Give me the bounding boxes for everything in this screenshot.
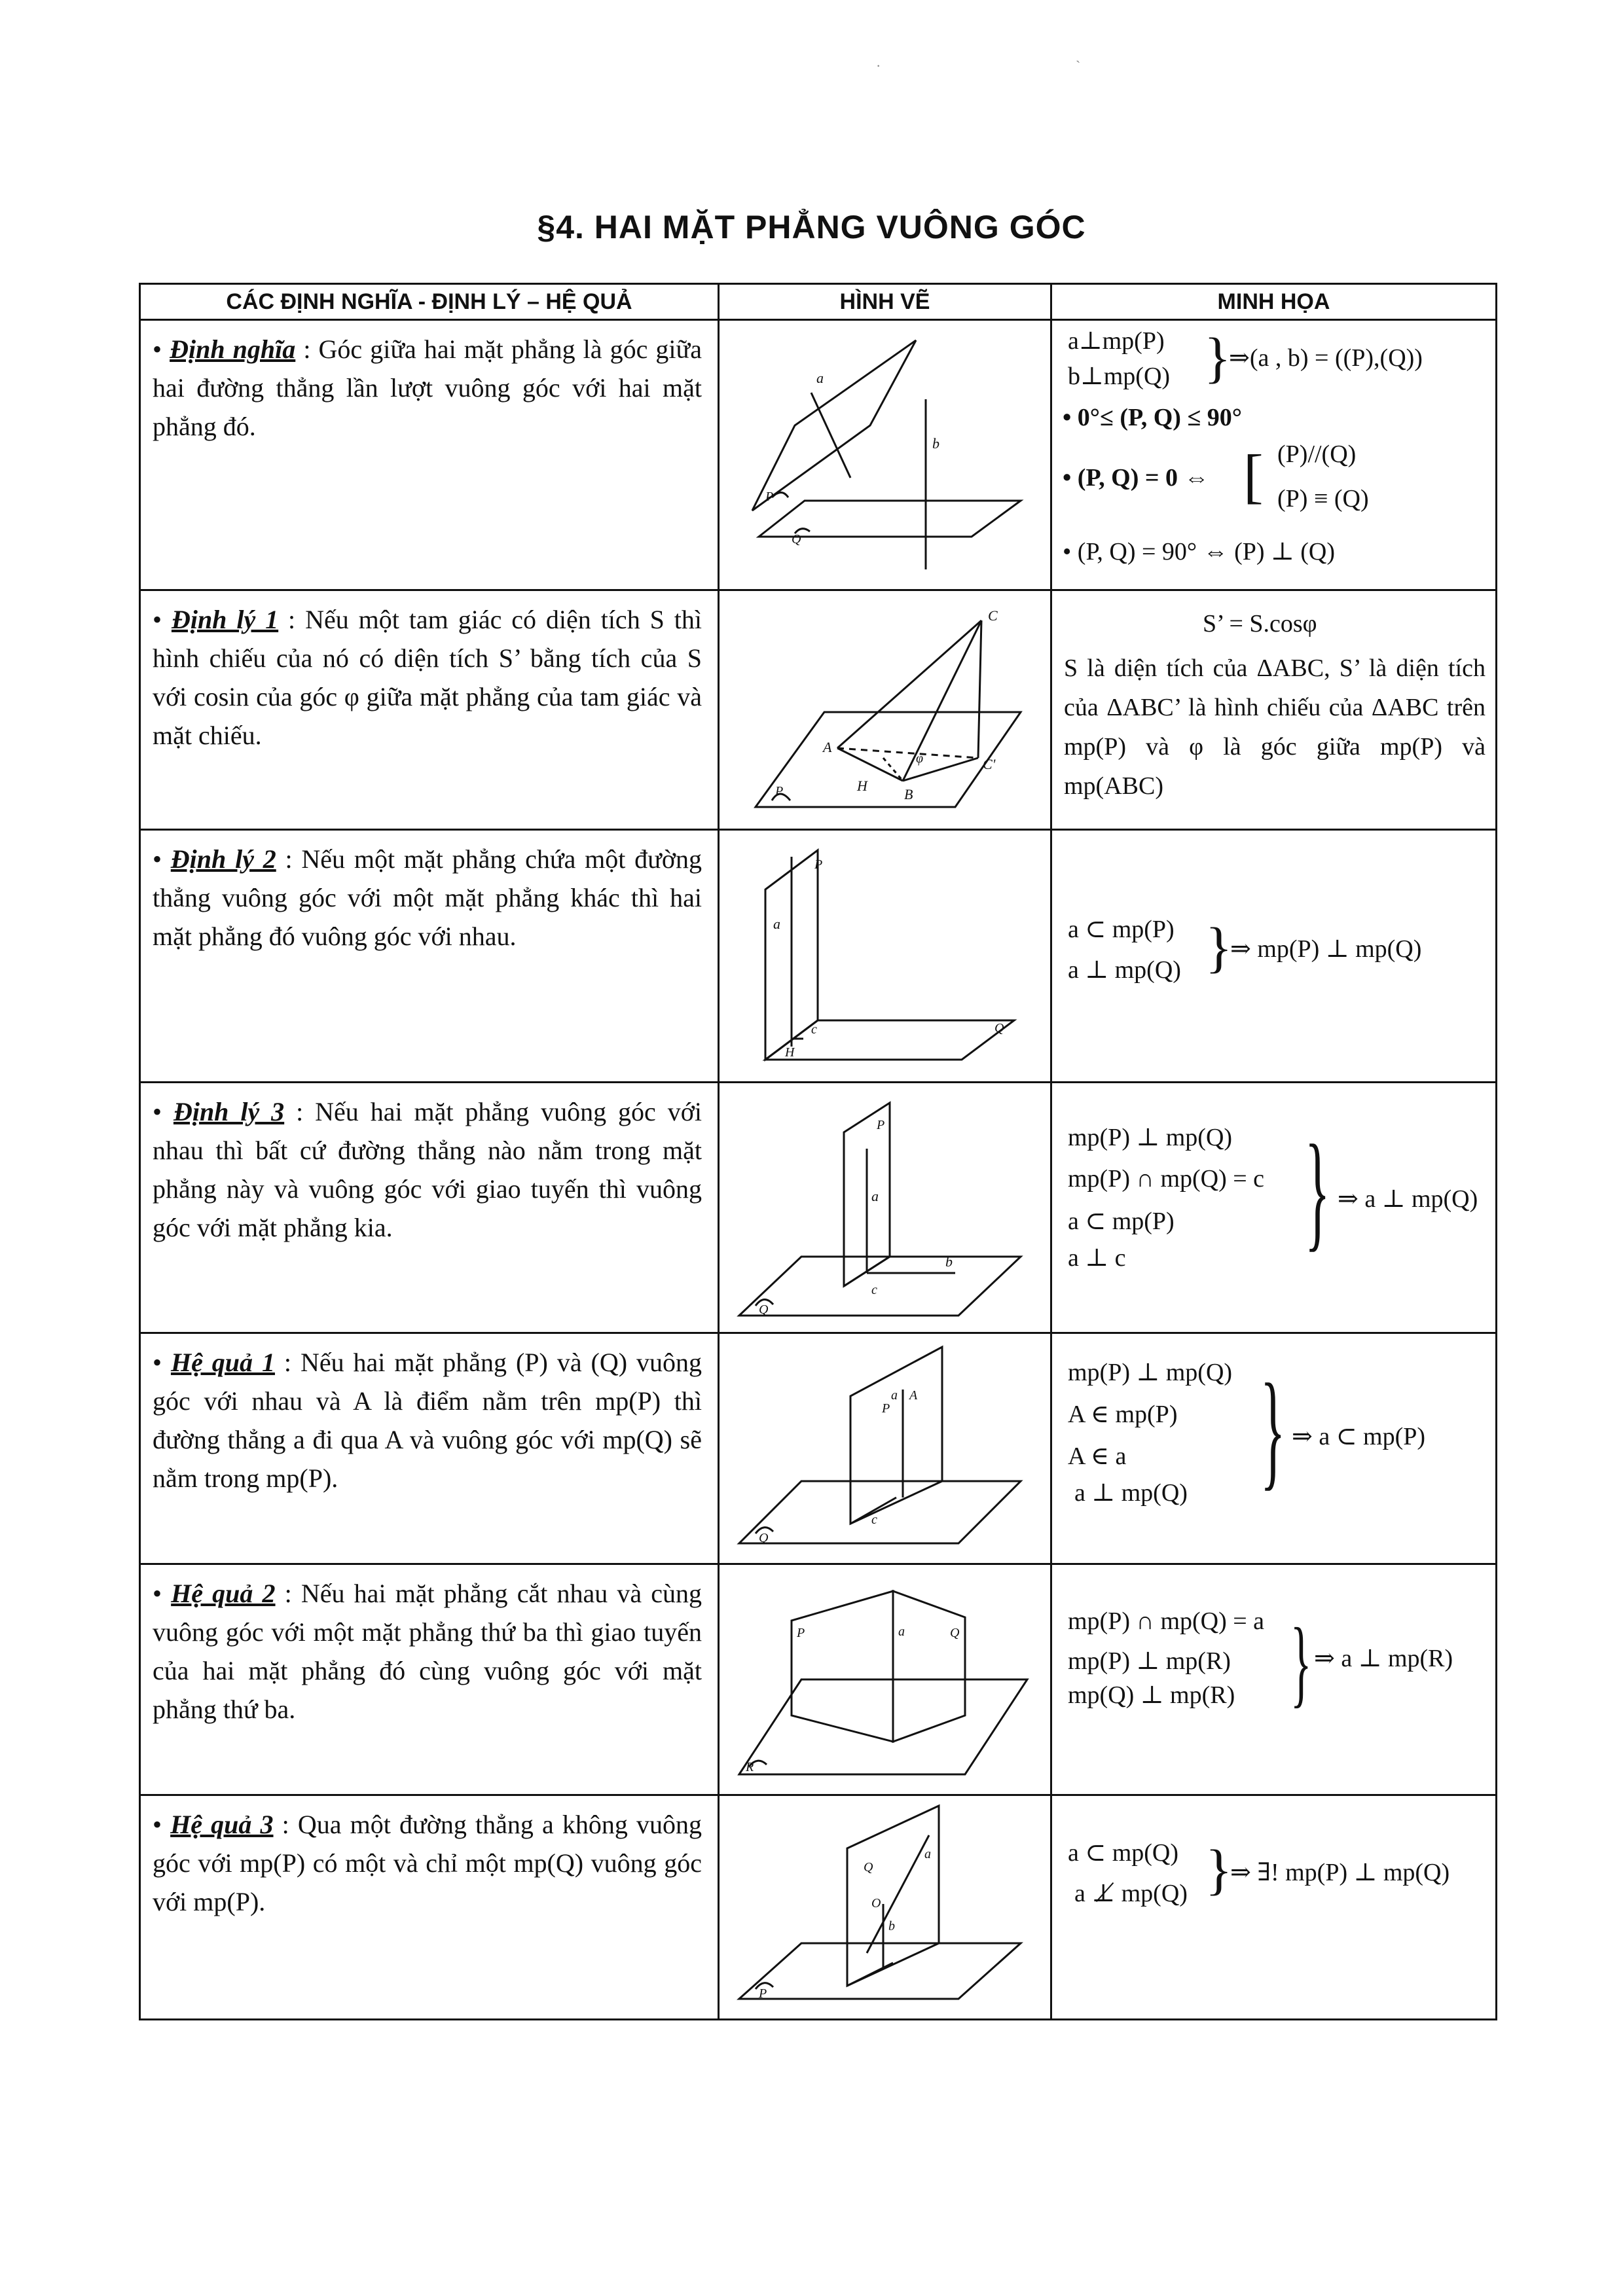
row-label: Hệ quả 1 [170, 1348, 275, 1377]
brace-icon: } [1305, 1119, 1330, 1263]
line-a-shape [811, 393, 850, 478]
illus-line: (P)//(Q) [1277, 440, 1357, 468]
fig-label: R [746, 1760, 754, 1774]
plane-p-shape [850, 1347, 942, 1524]
fig-label: b [888, 1919, 895, 1933]
figure-cell [719, 1083, 1051, 1333]
fig-label: A [823, 739, 832, 755]
table-row-theorem-2 [140, 830, 1497, 1083]
fig-label: c [811, 1022, 817, 1037]
line-a-shape [867, 1835, 929, 1953]
figure-theorem-3 [720, 1083, 1052, 1329]
plane-q-shape [847, 1806, 939, 1986]
bracket-icon: [ [1243, 442, 1264, 509]
fig-label: Q [792, 532, 801, 547]
fig-label: H [857, 778, 867, 794]
figure-corollary-1 [720, 1334, 1052, 1560]
row-label: Hệ quả 2 [171, 1579, 276, 1608]
row-text: : Qua một đường thẳng a không vuông góc với mp(P) có một và chỉ một mp(Q) vuông góc với mp(P). [153, 1810, 702, 1916]
illustration-cell [1051, 1795, 1497, 2020]
row-text: : Nếu một mặt phẳng chứa một đường thẳng vuông góc với một mặt phẳng khác thì hai mặt phẳng đó vuông góc với nhau. [153, 844, 702, 951]
figure-cell [719, 1795, 1051, 2020]
fig-label: φ [916, 751, 924, 766]
fig-label: P [877, 1118, 885, 1132]
illustration-cell [1051, 830, 1497, 1083]
fig-label: A [909, 1388, 918, 1403]
illus-line: a⊥mp(P) [1068, 327, 1165, 355]
fig-label: C' [983, 756, 996, 772]
edge-shape [903, 758, 978, 781]
fig-label: a [924, 1847, 931, 1861]
header-definitions: CÁC ĐỊNH NGHĨA - ĐỊNH LÝ – HỆ QUẢ [140, 284, 719, 320]
figure-cell [719, 830, 1051, 1083]
plane-p-shape [792, 1591, 893, 1742]
definition-cell: • Định lý 2 : Nếu một mặt phẳng chứa một đường thẳng vuông góc với một mặt phẳng khác thì hai mặt phẳng đó vuông góc với nhau. [140, 830, 719, 1083]
table-row-definition [140, 320, 1497, 590]
illustration-cell [1051, 590, 1497, 830]
page-title: §4. HAI MẶT PHẲNG VUÔNG GÓC [537, 209, 1086, 245]
header-figure: HÌNH VẼ [719, 284, 1051, 320]
illus-line: ⇒(a , b) = ((P),(Q)) [1229, 344, 1423, 372]
plane-q-shape [765, 1020, 1014, 1060]
table-row-corollary-1 [140, 1333, 1497, 1564]
definition-cell: • Định nghĩa : Góc giữa hai mặt phẳng là góc giữa hai đường thẳng lần lượt vuông góc với hai mặt phẳng đó. [140, 320, 719, 590]
header-illustration: MINH HỌA [1051, 284, 1497, 320]
row-text: : Góc giữa hai mặt phẳng là góc giữa hai đường thẳng lần lượt vuông góc với hai mặt phẳng đó. [153, 334, 702, 441]
fig-label: H [785, 1045, 795, 1060]
fig-label: a [773, 916, 780, 932]
plane-p-shape [756, 712, 1021, 807]
brace-icon: } [1205, 916, 1233, 978]
illus-line: mp(P) ⊥ mp(Q) [1068, 1124, 1233, 1151]
edge-shape [883, 758, 903, 781]
figure-cell [719, 320, 1051, 590]
row-text: : Nếu hai mặt phẳng cắt nhau và cùng vuông góc với một mặt phẳng thứ ba thì giao tuyến của hai mặt phẳng đó cùng vuông góc với mặt phẳng thứ ba. [153, 1579, 702, 1724]
illus-line: ⇒ mp(P) ⊥ mp(Q) [1230, 935, 1422, 963]
edge-shape [837, 748, 903, 781]
illus-line: • 0°≤ (P, Q) ≤ 90° [1063, 404, 1242, 431]
definition-cell: • Hệ quả 1 : Nếu hai mặt phẳng (P) và (Q) vuông góc với nhau và A là điểm nằm trên mp(P) thì đường thẳng a đi qua A và vuông góc với mp(Q) sẽ nằm trong mp(P). [140, 1333, 719, 1564]
fig-label: a [871, 1188, 879, 1204]
fig-label: O [871, 1896, 881, 1910]
fig-label: c [871, 1513, 877, 1527]
fig-label: a [891, 1388, 898, 1403]
fig-label: b [932, 435, 939, 452]
table-row-corollary-2 [140, 1564, 1497, 1795]
fig-label: Q [759, 1531, 769, 1545]
fig-label: a [816, 370, 824, 386]
figure-theorem-2 [720, 831, 1052, 1078]
illus-line: mp(P) ⊥ mp(R) [1068, 1647, 1231, 1675]
table-row-theorem-3 [140, 1083, 1497, 1333]
illus-line: ⇒ a ⊥ mp(Q) [1338, 1185, 1478, 1213]
plane-r-shape [739, 1679, 1027, 1774]
fig-label: Q [950, 1626, 960, 1640]
fig-label: C [988, 607, 998, 624]
definition-cell: • Hệ quả 2 : Nếu hai mặt phẳng cắt nhau và cùng vuông góc với một mặt phẳng thứ ba thì giao tuyến của hai mặt phẳng đó cùng vuông góc với mặt phẳng thứ ba. [140, 1564, 719, 1795]
fig-label: P [759, 1986, 767, 2001]
illus-line: (P) ≡ (Q) [1277, 485, 1369, 512]
definition-cell: • Hệ quả 3 : Qua một đường thẳng a không vuông góc với mp(P) có một và chỉ một mp(Q) vuông góc với mp(P). [140, 1795, 719, 2020]
plane-q-shape [739, 1257, 1021, 1316]
illus-line: ⇒ ∃! mp(P) ⊥ mp(Q) [1230, 1859, 1450, 1886]
illus-formula: S’ = S.cosφ [1203, 610, 1317, 637]
illus-line: ⇒ a ⊂ mp(P) [1292, 1423, 1426, 1450]
table-row-theorem-1 [140, 590, 1497, 830]
fig-label: b [945, 1253, 953, 1270]
row-text: : Nếu một tam giác có diện tích S thì hình chiếu của nó có diện tích S’ bằng tích của S với cosin của góc φ giữa mặt phẳng của tam giác và mặt chiếu. [153, 605, 702, 750]
angle-arc [772, 493, 788, 498]
illus-line: a ⊂ mp(P) [1068, 1208, 1175, 1235]
row-text: : Nếu hai mặt phẳng (P) và (Q) vuông góc với nhau và A là điểm nằm trên mp(P) thì đường thẳng a đi qua A và vuông góc với mp(Q) sẽ nằm trong mp(P). [153, 1348, 702, 1493]
illus-line: mp(P) ⊥ mp(Q) [1068, 1359, 1233, 1386]
fig-label: P [797, 1626, 805, 1640]
brace-icon: } [1260, 1357, 1286, 1502]
illus-paragraph: S là diện tích của ΔABC, S’ là diện tích của ΔABC’ là hình chiếu của ΔABC trên mp(P) và φ là góc giữa mp(P) và mp(ABC) [1064, 655, 1486, 800]
illus-line: A ∈ mp(P) [1068, 1401, 1178, 1428]
table-row-corollary-3 [140, 1795, 1497, 2020]
row-label: Hệ quả 3 [170, 1810, 274, 1839]
definition-cell: • Định lý 1 : Nếu một tam giác có diện tích S thì hình chiếu của nó có diện tích S’ bằng tích của S với cosin của góc φ giữa mặt phẳng của tam giác và mặt chiếu. [140, 590, 719, 830]
illus-line: a ⊂ mp(P) [1068, 916, 1175, 943]
row-label: Định lý 2 [170, 844, 276, 874]
figure-corollary-2 [720, 1565, 1052, 1791]
figure-definition [720, 321, 1052, 586]
illus-line: A ∈ a [1068, 1443, 1127, 1470]
illus-line: a ⊥ c [1068, 1244, 1126, 1272]
theorem-table [139, 283, 1497, 2020]
illus-line: mp(P) ∩ mp(Q) = c [1068, 1165, 1265, 1193]
illus-line: mp(Q) ⊥ mp(R) [1068, 1681, 1235, 1709]
brace-icon: } [1204, 326, 1231, 389]
fig-label: P [814, 857, 823, 872]
illus-line: ⇒ a ⊥ mp(R) [1314, 1645, 1453, 1672]
fig-label: P [765, 490, 774, 504]
row-text: : Nếu hai mặt phẳng vuông góc với nhau thì bất cứ đường thẳng nào nằm trong mặt phẳng này và vuông góc với giao tuyến thì vuông góc với mặt phẳng kia. [153, 1097, 702, 1242]
fig-label: Q [759, 1302, 769, 1317]
figure-cell [719, 1564, 1051, 1795]
illus-line: mp(P) ∩ mp(Q) = a [1068, 1607, 1265, 1635]
illustration-cell [1051, 1333, 1497, 1564]
illus-line: • (P, Q) = 0 ⇔ [1063, 464, 1209, 492]
scan-speck: ` [1076, 58, 1081, 74]
definition-cell: • Định lý 3 : Nếu hai mặt phẳng vuông góc với nhau thì bất cứ đường thẳng nào nằm trong mặt phẳng này và vuông góc với giao tuyến thì vuông góc với mặt phẳng kia. [140, 1083, 719, 1333]
row-label: Định lý 1 [171, 605, 279, 634]
figure-cell [719, 590, 1051, 830]
plane-q-shape [739, 1481, 1021, 1543]
illustration-cell [1051, 320, 1497, 590]
edge-shape [837, 748, 978, 758]
illus-line: b⊥mp(Q) [1068, 363, 1171, 390]
illus-line: • (P, Q) = 90° ⇔ (P) ⊥ (Q) [1063, 538, 1336, 565]
row-label: Định nghĩa [170, 334, 296, 364]
fig-label: c [871, 1283, 877, 1297]
illustration-cell [1051, 1564, 1497, 1795]
plane-q-shape [893, 1591, 965, 1742]
edge-shape [978, 620, 981, 758]
row-label: Định lý 3 [173, 1097, 285, 1126]
table-header-row [140, 284, 1497, 320]
intersection-line [847, 1963, 893, 1986]
illus-line: a ⊥ mp(Q) [1074, 1479, 1188, 1507]
illus-line: a ⊂ mp(Q) [1068, 1839, 1179, 1867]
illus-line: a ⊥ mp(Q) [1068, 956, 1181, 984]
plane-p-shape [752, 340, 916, 511]
illustration-cell [1051, 1083, 1497, 1333]
fig-label: B [904, 786, 913, 802]
fig-label: P [775, 784, 784, 798]
brace-icon: } [1290, 1608, 1312, 1717]
figure-corollary-3 [720, 1796, 1052, 2015]
fig-label: Q [994, 1021, 1004, 1035]
fig-label: P [882, 1401, 890, 1416]
illus-line: a ⊥̸ mp(Q) [1074, 1880, 1188, 1907]
fig-label: Q [864, 1860, 873, 1874]
fig-label: a [898, 1624, 905, 1639]
figure-cell [719, 1333, 1051, 1564]
figure-theorem-1 [720, 591, 1052, 825]
scan-speck: · [876, 58, 881, 74]
brace-icon: } [1205, 1838, 1233, 1901]
edge-shape [837, 620, 981, 748]
